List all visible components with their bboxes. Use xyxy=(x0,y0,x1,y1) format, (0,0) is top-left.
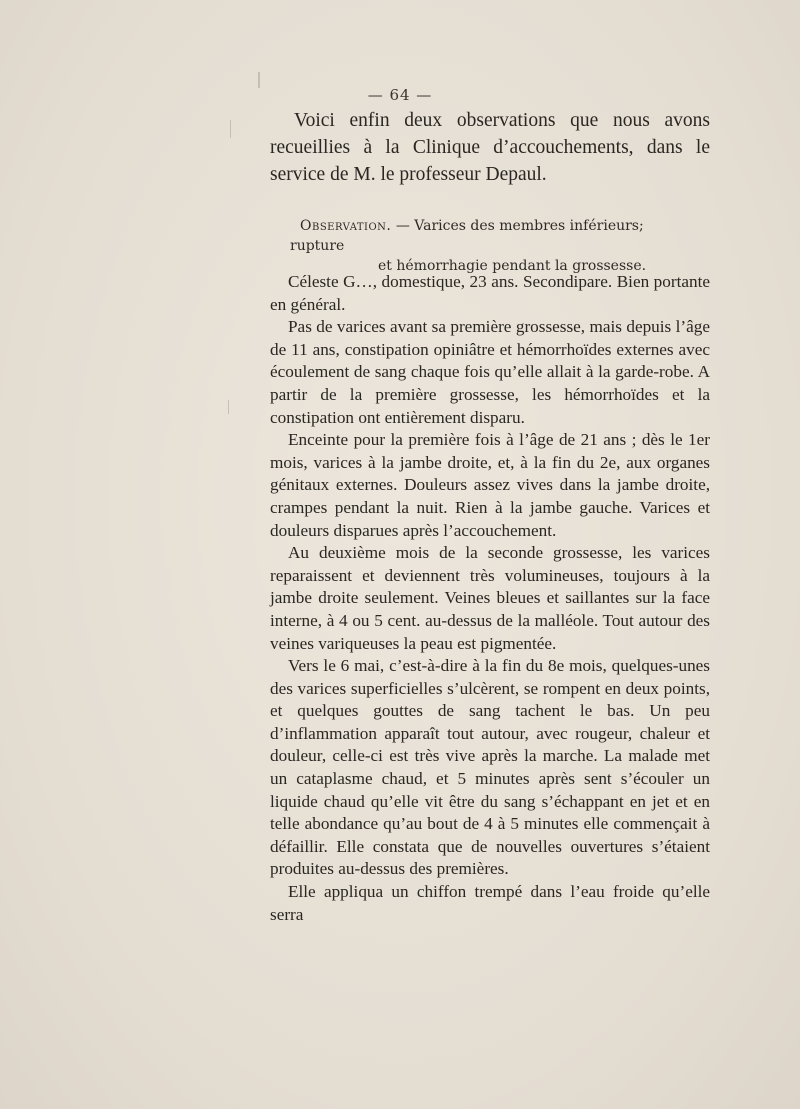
observation-heading xyxy=(290,216,700,276)
page-number: — 64 — xyxy=(367,86,433,104)
body-paragraph: Enceinte pour la première fois à l’âge de 21 ans ; dès le 1er mois, varices à la jambe droite, et, à la fin du 2e, aux organes génitaux externes. Douleurs assez vives dans la jambe droite, crampes pendant la nuit. Rien à la jambe gauche. Varices et douleurs disparues après l’accouchement. xyxy=(270,430,710,540)
observation-label: Observation. xyxy=(300,218,392,234)
body-paragraph: Vers le 6 mai, c’est-à-dire à la fin du 8e mois, quelques-unes des varices superficielles s’ulcèrent, se rompent en deux points, et quelques gouttes de sang tachent le bas. Un peu d’inflammation apparaît tout autour, avec rougeur, chaleur et douleur, celle-ci est très vive après la marche. La malade met un cataplasme chaud, et 5 minutes après sent s’écouler un liquide chaud qu’elle vit être du sang s’échappant en jet et en telle abondance qu’au bout de 4 à 5 minutes elle commençait à défaillir. Elle constata que de nouvelles ouvertures s’étaient produites au-dessus des premières. xyxy=(270,656,710,879)
body-paragraph: Céleste G…, domestique, 23 ans. Secondipare. Bien portante en général. xyxy=(270,272,710,314)
intro-paragraph xyxy=(270,107,710,188)
intro-text: Voici enfin deux observations que nous avons recueillies à la Clinique d’accouchements, dans le service de M. le professeur Depaul. xyxy=(270,110,710,185)
observation-heading-line1 xyxy=(290,216,700,256)
margin-mark xyxy=(230,120,231,138)
observation-title-line1: — Varices des membres inférieurs; rupture xyxy=(290,218,644,254)
body-paragraph: Au deuxième mois de la seconde grossesse, les varices reparaissent et deviennent très volumineuses, toujours à la jambe droite seulement. Veines bleues et saillantes sur la face interne, à 4 ou 5 cent. au-dessus de la malléole. Tout autour des veines variqueuses la peau est pigmentée. xyxy=(270,543,710,653)
body-paragraph: Pas de varices avant sa première grossesse, mais depuis l’âge de 11 ans, constipation opiniâtre et hémorrhoïdes externes avec écoulement de sang chaque fois qu’elle allait à la garde-robe. A partir de la première grossesse, les hémorrhoïdes et la constipation ont entièrement disparu. xyxy=(270,317,710,427)
observation-title-line2: et hémorrhagie pendant la grossesse. xyxy=(378,258,647,274)
observation-body xyxy=(270,271,710,926)
body-paragraph: Elle appliqua un chiffon trempé dans l’eau froide qu’elle serra xyxy=(270,882,710,924)
margin-mark xyxy=(228,400,229,414)
